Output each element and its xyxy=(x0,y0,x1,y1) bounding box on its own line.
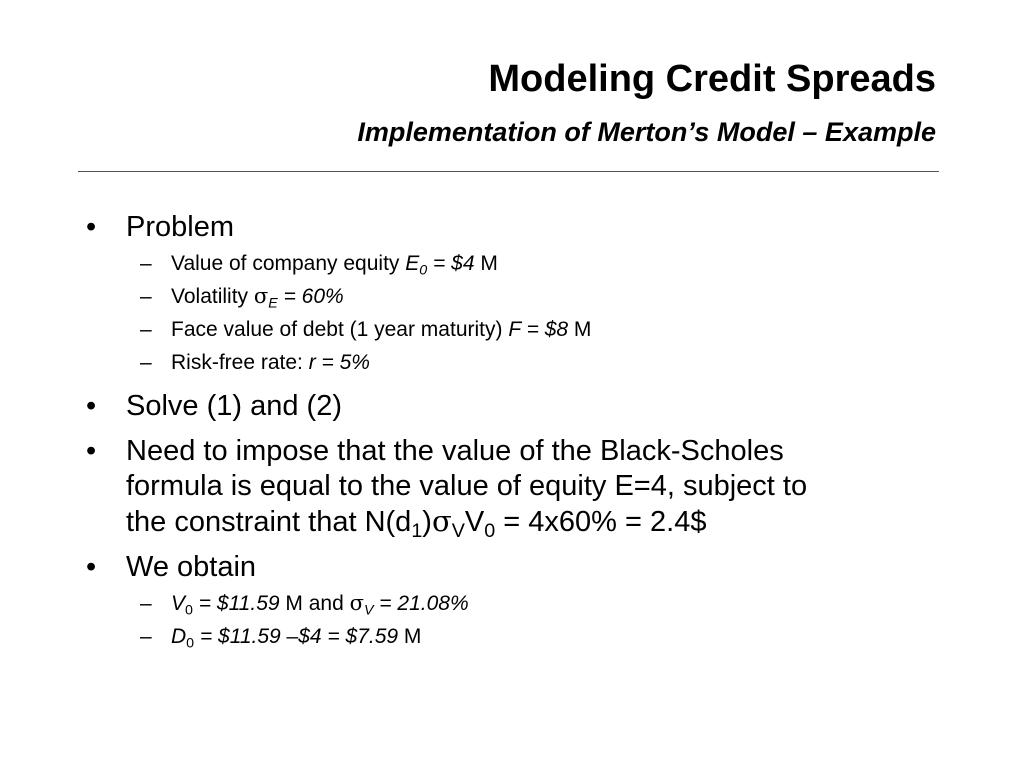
sub-item-v0: – $V_0$ = $11.59 M and $\sigma_V = 21.08\%$ xyxy=(140,591,469,619)
sigma-symbol: σ xyxy=(349,591,364,615)
need-line-2: formula is equal to the value of equity E=4, subject to xyxy=(126,470,808,502)
slide-title: Modeling Credit Spreads xyxy=(488,58,936,100)
equity-variable: $E_0$ = $4 xyxy=(405,252,475,279)
debt-unit: M xyxy=(568,318,592,341)
sub-item-equity xyxy=(86,251,946,279)
bullet-icon: • xyxy=(86,211,97,243)
slide-body xyxy=(86,210,946,652)
bullet-icon: • xyxy=(86,435,97,467)
sub-item-volatility xyxy=(86,284,946,312)
need-line-1: Need to impose that the value of the Black-Scholes xyxy=(126,435,784,467)
bullet-obtain xyxy=(86,550,946,585)
slide-subtitle: Implementation of Merton’s Model – Example xyxy=(357,117,936,147)
dash-icon: – xyxy=(140,625,152,648)
bullet-label: We obtain xyxy=(126,551,257,583)
bullet-problem xyxy=(86,210,946,245)
bullet-icon: • xyxy=(86,390,97,422)
bullet-need xyxy=(86,434,946,540)
bullet-icon: • xyxy=(86,551,97,583)
dash-icon: – xyxy=(140,318,152,341)
dash-icon: – xyxy=(140,252,152,275)
riskfree-expr: r = 5% xyxy=(308,351,370,374)
sub-item-d0: – $D_0$ = $11.59 –$4 = $7.59 M xyxy=(140,625,422,652)
bullet-label: Solve (1) and (2) xyxy=(126,390,342,422)
dash-icon: – xyxy=(140,592,152,615)
sigma-symbol: σ xyxy=(253,284,269,308)
sub-item-text: Risk-free rate: xyxy=(171,351,309,374)
dash-icon: – xyxy=(140,351,152,374)
equity-unit: M xyxy=(474,252,498,275)
sub-item-riskfree xyxy=(86,350,946,375)
sub-item-debt xyxy=(86,317,946,342)
debt-expr: F = $8 xyxy=(508,318,569,341)
sub-item-text: Value of company equity xyxy=(171,252,406,275)
sigma-symbol: σ xyxy=(431,504,452,538)
title-divider xyxy=(78,171,939,172)
sub-item-text: Face value of debt (1 year maturity) xyxy=(171,318,509,341)
need-line-3: the constraint that $N(d_1)\sigma_VV_0 = 4x60\%$ = 2.4$ xyxy=(126,504,707,542)
dash-icon: – xyxy=(140,285,152,308)
volatility-expr: = 60% xyxy=(277,285,344,308)
sub-item-text: Volatility xyxy=(171,285,254,308)
bullet-solve xyxy=(86,389,946,424)
sigma-subscript: E xyxy=(268,295,278,312)
bullet-label: Problem xyxy=(126,211,234,243)
